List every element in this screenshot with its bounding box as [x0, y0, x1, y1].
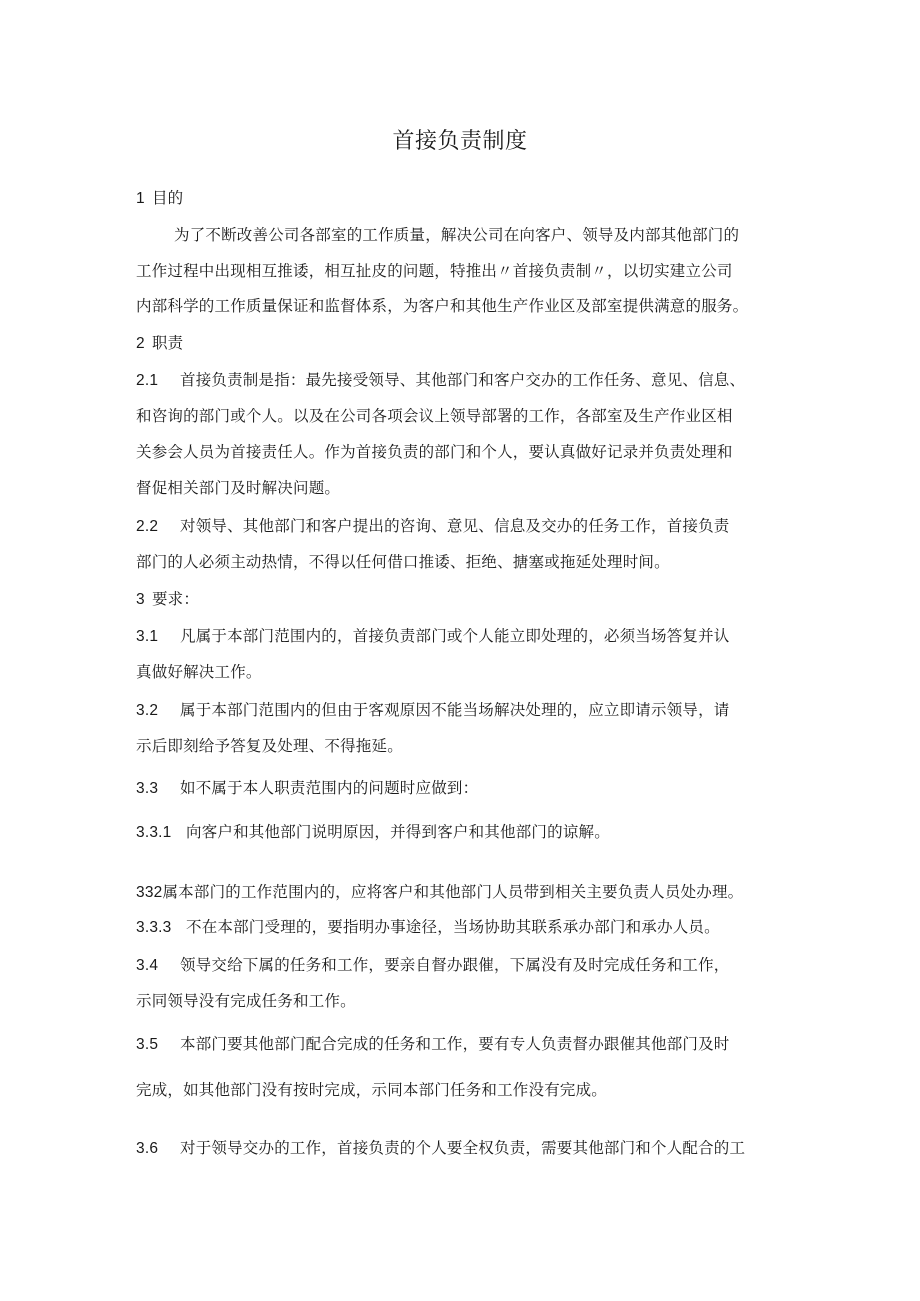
section-number: 3 — [136, 591, 145, 608]
clause-text: 对领导、其他部门和客户提出的咨询、意见、信息及交办的任务工作，首接负责 — [180, 517, 730, 535]
clause-text: 不在本部门受理的，要指明办事途径，当场协助其联系承办部门和承办人员。 — [186, 918, 720, 936]
clause-2-1 — [136, 368, 745, 393]
clause-number: 2.1 — [136, 372, 159, 389]
clause-text: 和咨询的部门或个人。以及在公司各项会议上领导部署的工作，各部室及生产作业区相 — [136, 407, 733, 425]
section-number: 1 — [136, 190, 145, 207]
clause-number: 3.1 — [136, 628, 159, 645]
clause-text: 如不属于本人职责范围内的问题时应做到： — [180, 779, 479, 797]
clause-number: 3.6 — [136, 1140, 159, 1157]
clause-3-3-3 — [136, 915, 720, 940]
clause-number: 3.2 — [136, 702, 159, 719]
clause-text: 首接负责制是指：最先接受领导、其他部门和客户交办的工作任务、意见、信息、 — [180, 371, 746, 389]
clause-number: 3.3.3 — [136, 919, 172, 936]
section-heading-duties — [136, 331, 183, 356]
clause-3-6 — [136, 1136, 745, 1161]
clause-text: 示后即刻给予答复及处理、不得拖延。 — [136, 737, 403, 755]
section-heading-purpose — [136, 186, 183, 211]
clause-number: 3.3.1 — [136, 824, 172, 841]
clause-text: 对于领导交办的工作，首接负责的个人要全权负责，需要其他部门和个人配合的工 — [180, 1139, 746, 1157]
clause-text: 关参会人员为首接责任人。作为首接负责的部门和个人，要认真做好记录并负责处理和 — [136, 443, 733, 461]
section-number: 2 — [136, 335, 145, 352]
clause-3-4 — [136, 953, 730, 978]
clause-number: 2.2 — [136, 518, 159, 535]
section-heading-requirements — [136, 587, 199, 612]
section-title: 职责 — [151, 334, 184, 352]
clause-text: 凡属于本部门范围内的，首接负责部门或个人能立即处理的，必须当场答复并认 — [180, 627, 730, 645]
clause-number: 332 — [136, 884, 163, 901]
clause-number: 3.5 — [136, 1036, 159, 1053]
clause-text: 领导交给下属的任务和工作，要亲自督办跟催，下属没有及时完成任务和工作， — [180, 956, 730, 974]
clause-3-3 — [136, 776, 478, 801]
purpose-line: 内部科学的工作质量保证和监督体系，为客户和其他生产作业区及部室提供满意的服务。 — [136, 297, 749, 315]
clause-text: 属于本部门范围内的但由于客观原因不能当场解决处理的，应立即请示领导，请 — [180, 701, 730, 719]
clause-2-2 — [136, 514, 730, 539]
clause-3-2 — [136, 698, 730, 723]
clause-3-3-2 — [136, 880, 743, 905]
clause-3-1 — [136, 624, 730, 649]
section-title: 要求： — [151, 590, 200, 608]
clause-3-3-1 — [136, 820, 610, 845]
clause-text: 真做好解决工作。 — [136, 663, 262, 681]
purpose-line: 为了不断改善公司各部室的工作质量，解决公司在向客户、领导及内部其他部门的 — [174, 226, 740, 244]
clause-number: 3.3 — [136, 780, 159, 797]
clause-text: 部门的人必须主动热情，不得以任何借口推诿、拒绝、搪塞或拖延处理时间。 — [136, 553, 670, 571]
clause-number: 3.4 — [136, 957, 159, 974]
purpose-line: 工作过程中出现相互推诿，相互扯皮的问题，特推出〃首接负责制〃，以切实建立公司 — [136, 262, 733, 280]
clause-text: 督促相关部门及时解决问题。 — [136, 479, 341, 497]
section-title: 目的 — [151, 189, 184, 207]
clause-text: 本部门要其他部门配合完成的任务和工作，要有专人负责督办跟催其他部门及时 — [180, 1035, 730, 1053]
clause-3-5 — [136, 1032, 730, 1057]
clause-text: 完成，如其他部门没有按时完成，示同本部门任务和工作没有完成。 — [136, 1081, 608, 1099]
document-title: 首接负责制度 — [392, 129, 528, 154]
clause-text: 属本部门的工作范围内的，应将客户和其他部门人员带到相关主要负责人员处办理。 — [162, 883, 744, 901]
clause-text: 示同领导没有完成任务和工作。 — [136, 992, 356, 1010]
clause-text: 向客户和其他部门说明原因，并得到客户和其他部门的谅解。 — [186, 823, 610, 841]
